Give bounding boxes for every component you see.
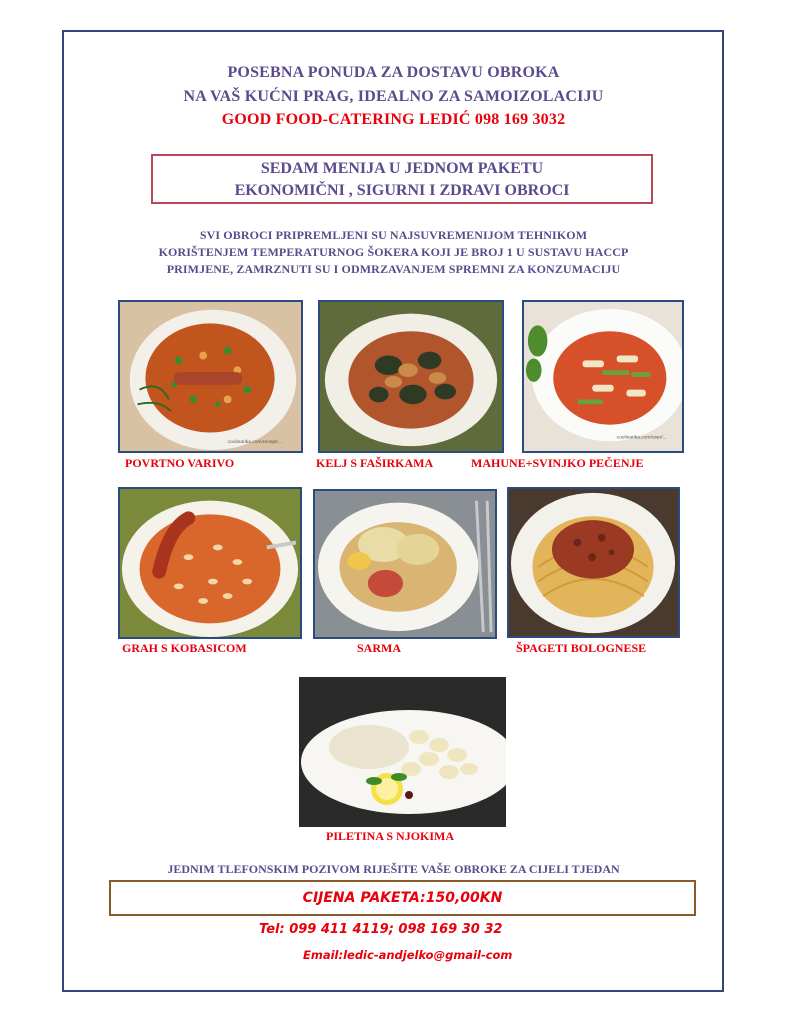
description-line-1: SVI OBROCI PRIPREMLJENI SU NAJSUVREMENIJOM TEHNIKOM bbox=[199, 228, 588, 242]
label-sarma: SARMA bbox=[357, 641, 401, 655]
email-address: Email:ledic-andjelko@gmail-com bbox=[303, 948, 513, 962]
label-kelj-s-fasirkama: KELJ S FAŠIRKAMA bbox=[316, 456, 434, 470]
call-to-action: JEDNIM TLEFONSKIM POZIVOM RIJEŠITE VAŠE OBROKE ZA CIJELI TJEDAN bbox=[167, 862, 620, 876]
label-povrtno-varivo: POVRTNO VARIVO bbox=[125, 456, 235, 470]
photo-piletina-s-njokima bbox=[299, 677, 506, 827]
header-company-phone: GOOD FOOD-CATERING LEDIĆ 098 169 3032 bbox=[221, 111, 566, 128]
photo-kelj-s-fasirkama bbox=[318, 300, 504, 453]
highlight-box bbox=[151, 154, 653, 204]
highlight-line-2: EKONOMIČNI , SIGURNI I ZDRAVI OBROCI bbox=[234, 182, 570, 199]
photo-sarma bbox=[313, 489, 497, 639]
photo-grah-s-kobasicom bbox=[118, 487, 302, 639]
highlight-line-1: SEDAM MENIJA U JEDNOM PAKETU bbox=[260, 160, 544, 177]
phone-numbers: Tel: 099 411 4119; 098 169 30 32 bbox=[259, 922, 503, 937]
watermark-1: coolinarika.com/recept/... bbox=[227, 440, 282, 446]
label-grah-s-kobasicom: GRAH S KOBASICOM bbox=[122, 641, 247, 655]
header-line-2: NA VAŠ KUĆNI PRAG, IDEALNO ZA SAMOIZOLACIJU bbox=[183, 88, 604, 105]
photo-povrtno-varivo bbox=[118, 300, 303, 453]
description-line-2: KORIŠTENJEM TEMPERATURNOG ŠOKERA KOJI JE BROJ 1 U SUSTAVU HACCP bbox=[158, 245, 629, 259]
photo-mahune bbox=[522, 300, 684, 453]
label-mahune: MAHUNE+SVINJKO PEČENJE bbox=[471, 456, 644, 470]
watermark-3: coolinarika.com/user/... bbox=[616, 435, 667, 441]
photo-spageti-bolognese bbox=[507, 487, 680, 638]
description-line-3: PRIMJENE, ZAMRZNUTI SU I ODMRZAVANJEM SPREMNI ZA KONZUMACIJU bbox=[166, 262, 621, 276]
package-price: CIJENA PAKETA:150,00KN bbox=[302, 890, 503, 906]
price-box bbox=[109, 880, 696, 916]
label-piletina-s-njokima: PILETINA S NJOKIMA bbox=[326, 829, 455, 843]
header-line-1: POSEBNA PONUDA ZA DOSTAVU OBROKA bbox=[227, 64, 560, 81]
label-spageti-bolognese: ŠPAGETI BOLOGNESE bbox=[516, 641, 647, 655]
